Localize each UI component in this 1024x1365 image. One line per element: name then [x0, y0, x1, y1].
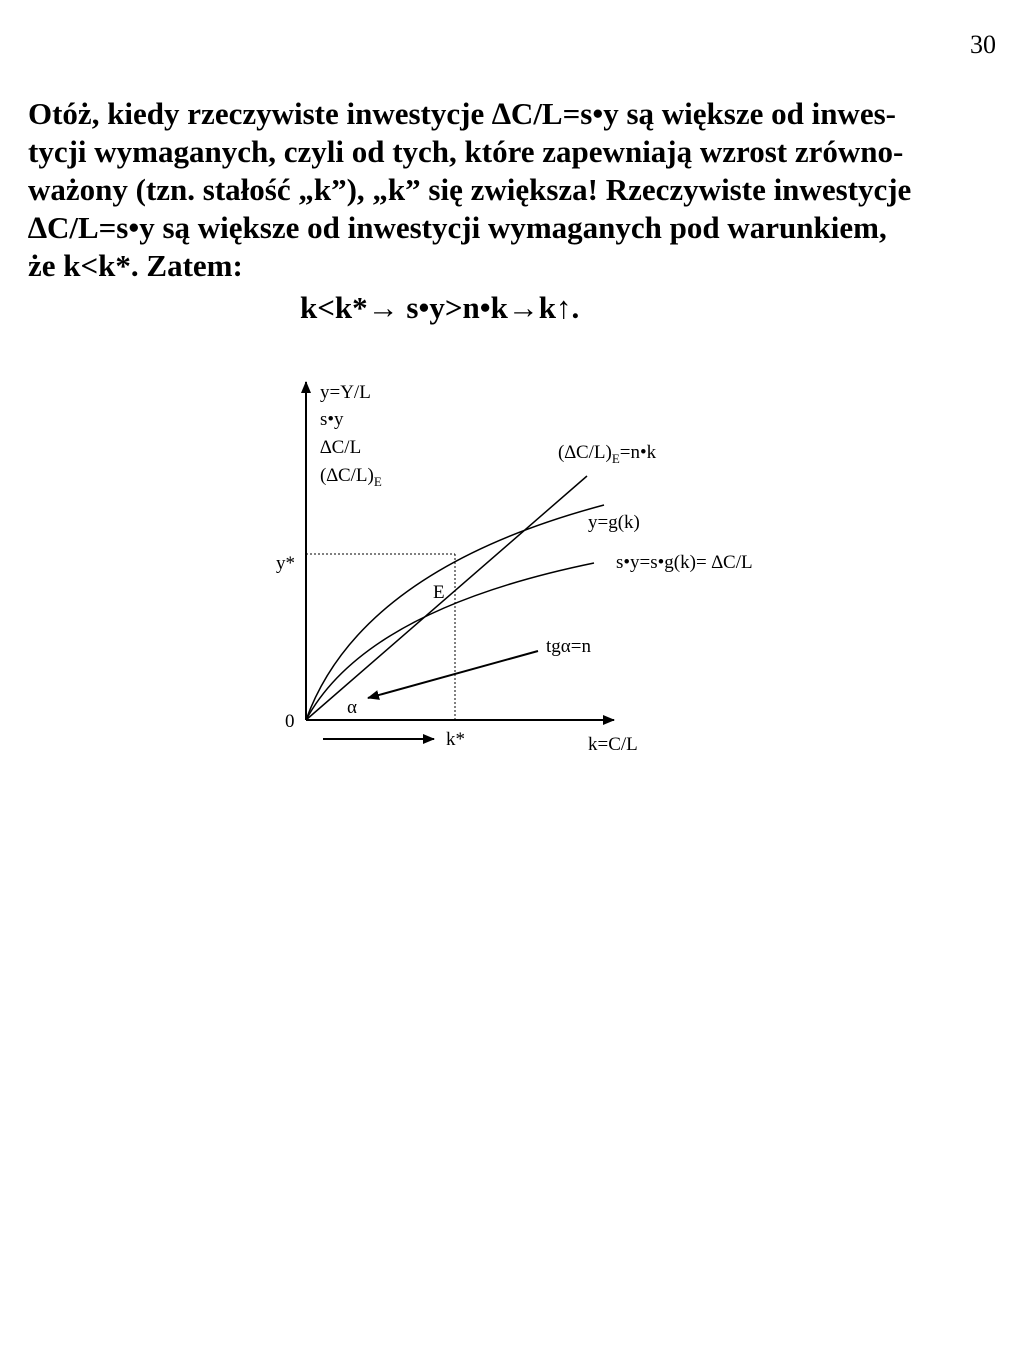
paragraph-line: tycji wymaganych, czyli od tych, które zapewniają wzrost zrówno- — [28, 134, 904, 169]
savings-label: s•y=s•g(k)= ∆C/L — [616, 552, 753, 573]
origin-label: 0 — [285, 711, 295, 732]
paragraph-line: ważony (tzn. stałość „k”), „k” się zwiększa! Rzeczywiste inwestycje — [28, 172, 912, 207]
page-number: 30 — [970, 30, 996, 59]
required-investment-line — [306, 476, 587, 720]
y-axis-label: y=Y/L — [320, 382, 371, 403]
slope-label: tgα=n — [546, 636, 591, 657]
production-label: y=g(k) — [588, 512, 640, 533]
paragraph-line: że k<k*. Zatem: — [28, 248, 243, 283]
slope-arrow — [368, 651, 538, 698]
angle-label: α — [347, 697, 357, 718]
paragraph-line: ∆C/L=s•y są większe od inwestycji wymaganych pod warunkiem, — [28, 210, 887, 245]
y-star-label: y* — [276, 553, 295, 574]
x-axis-label: k=C/L — [588, 734, 638, 755]
y-axis-label: s•y — [320, 409, 344, 430]
point-e-label: E — [433, 582, 445, 603]
formula: k<k*→ s•y>n•k→k↑. — [300, 290, 580, 325]
line-label: $(\Delta C/L)_E=n•k$ — [558, 442, 657, 466]
k-star-label: k* — [446, 729, 465, 750]
y-axis-label: ∆C/L — [320, 437, 362, 458]
paragraph-line: Otóż, kiedy rzeczywiste inwestycje ∆C/L=s•y są większe od inwes- — [28, 96, 896, 131]
y-axis-label: $(\Delta C/L)_E$ — [320, 465, 382, 489]
